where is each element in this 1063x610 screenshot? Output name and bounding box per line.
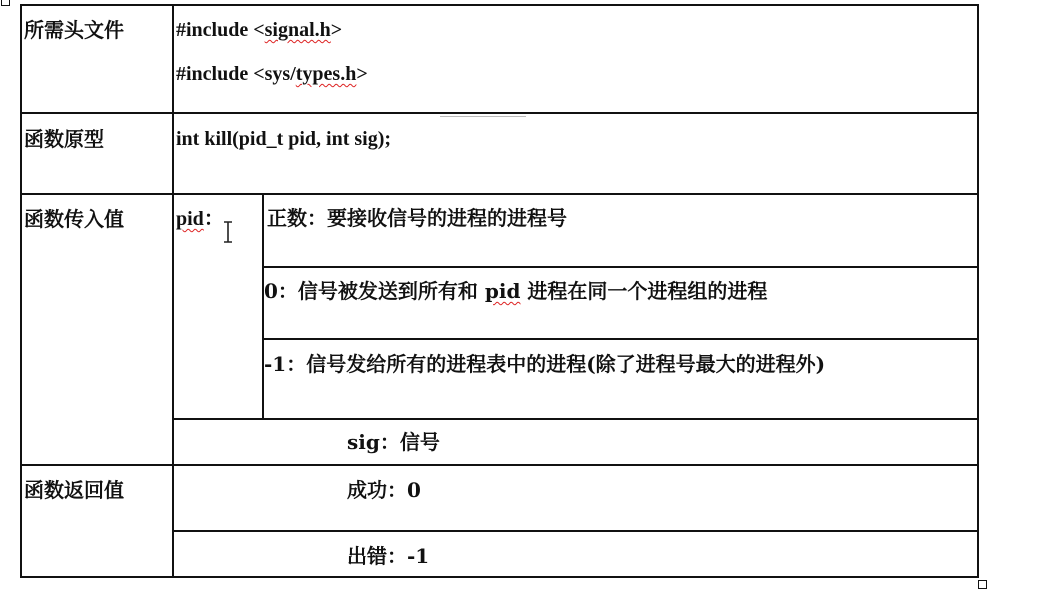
include-types-line: #include <sys/types.h> — [176, 63, 368, 85]
text-cursor-icon — [223, 221, 233, 243]
return-success: 成功：0 — [347, 478, 421, 502]
pid-option-zero: 0：信号被发送到所有和 pid 进程在同一个进程组的进程 — [264, 279, 768, 303]
sig-param: sig：信号 — [347, 430, 440, 454]
table-border-left — [20, 4, 22, 578]
table-border-top — [20, 4, 978, 6]
include-signal-line: #include <signal.h> — [176, 19, 343, 41]
table-border-right — [977, 4, 979, 578]
return-error: 出错：-1 — [347, 544, 430, 568]
label-column-divider — [172, 4, 174, 578]
params-label: 函数传入值 — [24, 207, 124, 231]
prototype-label: 函数原型 — [24, 127, 104, 151]
return-divider — [173, 530, 978, 532]
row-divider-3 — [20, 464, 978, 466]
pid-label: pid： — [176, 208, 224, 230]
table-border-bottom — [20, 576, 978, 578]
prototype-value: int kill(pid_t pid, int sig); — [176, 128, 392, 150]
returns-label: 函数返回值 — [24, 478, 124, 502]
headers-label: 所需头文件 — [24, 18, 124, 42]
pid-column-divider — [262, 193, 264, 420]
bottom-right-resize-handle[interactable] — [978, 580, 987, 589]
pid-option-divider-1 — [263, 266, 978, 268]
row-divider-2 — [20, 193, 978, 195]
pid-option-divider-2 — [263, 338, 978, 340]
row-divider-1 — [20, 112, 978, 114]
pid-option-positive: 正数：要接收信号的进程的进程号 — [267, 206, 567, 230]
top-left-resize-handle[interactable] — [1, 0, 10, 6]
faint-line-artifact — [440, 116, 526, 117]
pid-sig-divider — [173, 418, 978, 420]
pid-option-minus-one: -1：信号发给所有的进程表中的进程(除了进程号最大的进程外) — [264, 352, 826, 376]
